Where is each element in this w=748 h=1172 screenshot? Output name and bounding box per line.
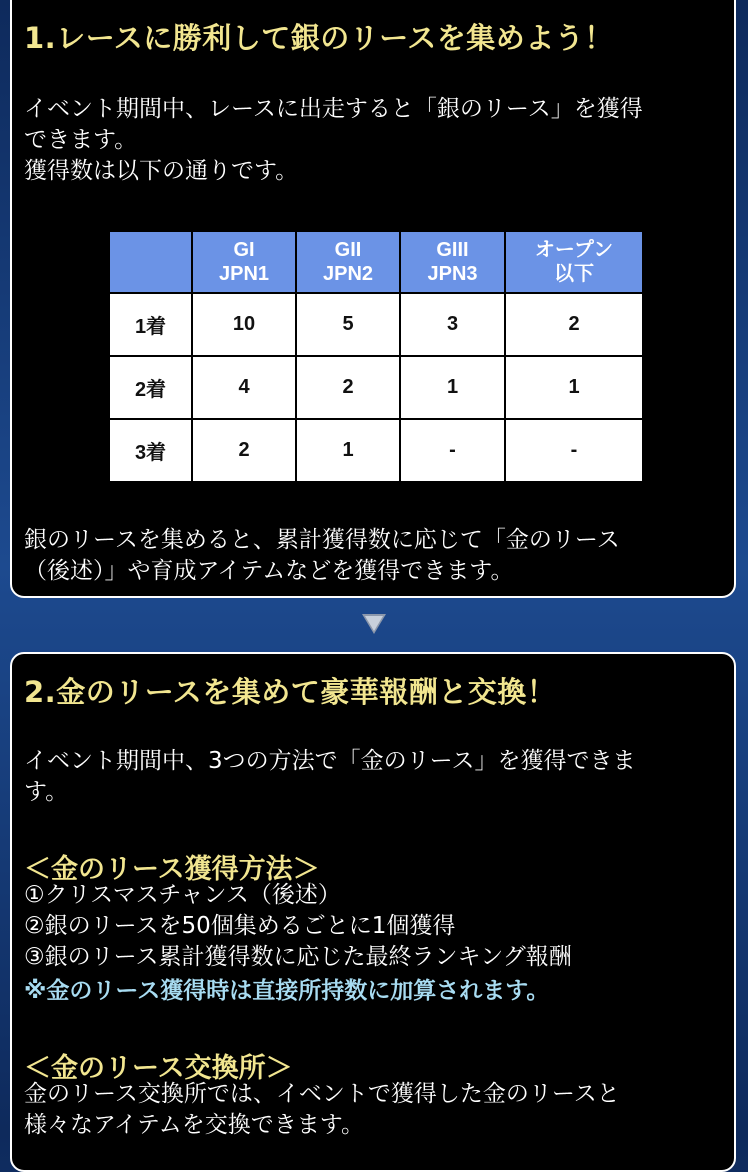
list-item: ①クリスマスチャンス（後述） [24,882,341,908]
reward-cell: 2 [192,419,296,482]
placement-label: 1着 [109,293,192,356]
table-header-row [109,231,643,293]
section2-intro-line: す。 [24,779,69,805]
grade-header-open: オープン 以下 [505,231,643,293]
section1-footer-line: 銀のリースを集めると、累計獲得数に応じて「金のリース [24,527,620,553]
grade-header-g1: GI JPN1 [192,231,296,293]
methods-list [24,880,724,973]
section1-footer [24,525,724,587]
table-row [109,293,643,356]
placement-label: 2着 [109,356,192,419]
grade-header-g2: GII JPN2 [296,231,400,293]
exchange-line: 金のリース交換所では、イベントで獲得した金のリースと [24,1081,620,1107]
reward-cell: 1 [400,356,505,419]
down-arrow-icon [362,614,386,634]
section1-heading: 1.レースに勝利して銀のリースを集めよう！ [24,21,614,55]
table-row [109,419,643,482]
reward-cell: 2 [505,293,643,356]
list-item: ②銀のリースを50個集めるごとに1個獲得 [24,913,456,939]
section2-heading: 2.金のリースを集めて豪華報酬と交換！ [24,675,557,709]
section1-footer-line: （後述）」や育成アイテムなどを獲得できます。 [24,558,514,584]
reward-cell: - [505,419,643,482]
section2-intro [24,746,724,808]
silver-wreath-panel [10,0,736,598]
exchange-line: 様々なアイテムを交換できます。 [24,1112,364,1138]
gold-wreath-panel [10,652,736,1172]
section1-intro [24,94,724,187]
section2-intro-line: イベント期間中、3つの方法で「金のリース」を獲得できま [24,748,636,774]
section1-intro-line: できます。 [24,127,138,153]
reward-cell: 2 [296,356,400,419]
section1-intro-line: イベント期間中、レースに出走すると「銀のリース」を獲得 [24,96,643,122]
reward-cell: - [400,419,505,482]
silver-wreath-reward-table [108,230,644,483]
section1-intro-line: 獲得数は以下の通りです。 [24,158,299,184]
reward-cell: 5 [296,293,400,356]
table-corner-cell [109,231,192,293]
reward-cell: 10 [192,293,296,356]
reward-cell: 1 [296,419,400,482]
list-item: ③銀のリース累計獲得数に応じた最終ランキング報酬 [24,944,572,970]
methods-heading: ＜金のリース獲得方法＞ [24,854,320,885]
table-row [109,356,643,419]
placement-label: 3着 [109,419,192,482]
reward-cell: 1 [505,356,643,419]
acquisition-note: ※金のリース獲得時は直接所持数に加算されます。 [24,978,550,1004]
grade-header-g3: GIII JPN3 [400,231,505,293]
exchange-heading: ＜金のリース交換所＞ [24,1053,293,1084]
reward-cell: 3 [400,293,505,356]
reward-cell: 4 [192,356,296,419]
